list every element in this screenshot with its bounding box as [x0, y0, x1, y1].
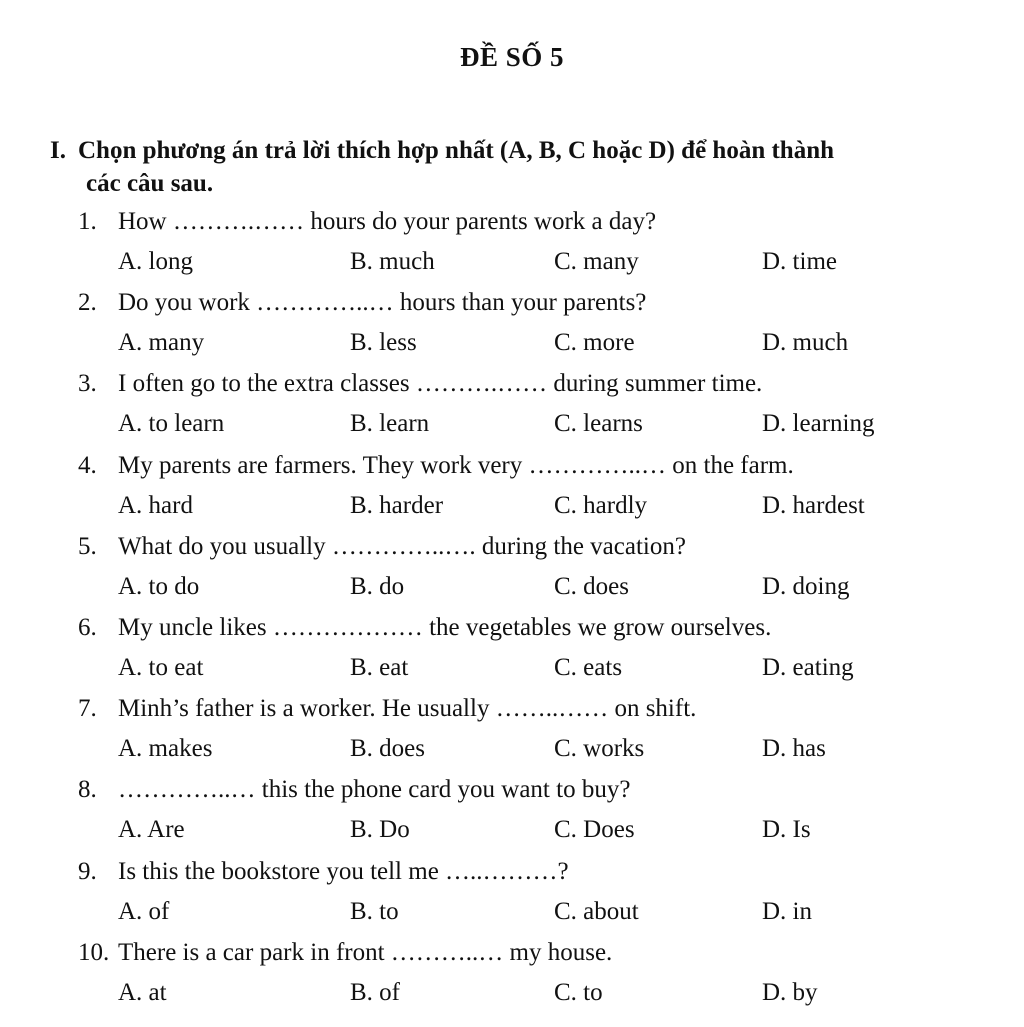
question-number: 3. — [78, 370, 97, 398]
option-a: A. many — [118, 329, 205, 357]
question-stem: My uncle likes ……………… the vegetables we grow ourselves. — [118, 613, 772, 641]
option-b: B. Do — [350, 816, 410, 844]
option-d: D. learning — [762, 410, 875, 438]
question-stem: Minh’s father is a worker. He usually ……..…… on shift. — [118, 695, 697, 723]
question-number: 8. — [78, 776, 97, 804]
option-d: D. Is — [762, 816, 811, 844]
option-d: D. doing — [762, 572, 850, 600]
option-b: B. does — [350, 735, 425, 763]
option-c: C. about — [554, 897, 639, 925]
option-a: A. long — [118, 248, 193, 275]
question-number: 2. — [78, 289, 97, 317]
question-item — [0, 452, 1024, 533]
option-d: D. time — [762, 248, 837, 275]
question-number: 7. — [78, 695, 97, 723]
option-c: C. many — [554, 248, 639, 275]
question-stem: There is a car park in front ………..… my house. — [118, 938, 613, 966]
question-stem: What do you usually …………..…. during the vacation? — [118, 532, 686, 560]
option-a: A. to do — [118, 572, 200, 600]
question-item — [0, 370, 1024, 451]
question-stem: Is this the bookstore you tell me …..………? — [118, 857, 569, 885]
question-number: 1. — [78, 208, 97, 235]
option-d: D. hardest — [762, 491, 865, 519]
option-a: A. of — [118, 897, 170, 925]
question-stem: …………..… this the phone card you want to buy? — [118, 776, 631, 804]
question-stem: I often go to the extra classes ……….…… during summer time. — [118, 370, 763, 398]
question-number: 9. — [78, 857, 97, 885]
question-item — [0, 289, 1024, 370]
option-a: A. to learn — [118, 410, 225, 438]
question-list — [0, 208, 1024, 1020]
option-c: C. eats — [554, 653, 623, 681]
option-a: A. Are — [118, 816, 185, 844]
instruction-line-2: các câu sau. — [86, 170, 214, 197]
option-c: C. does — [554, 572, 629, 600]
question-item — [0, 533, 1024, 614]
option-b: B. harder — [350, 491, 444, 519]
option-d: D. in — [762, 897, 812, 925]
page-title: ĐỀ SỐ 5 — [459, 42, 565, 72]
option-c: C. Does — [554, 816, 635, 844]
option-b: B. of — [350, 978, 400, 1006]
option-d: D. by — [762, 978, 818, 1006]
option-b: B. eat — [350, 653, 409, 681]
section-number: I. — [50, 137, 66, 164]
question-stem: How ……….…… hours do your parents work a day? — [118, 208, 657, 235]
option-b: B. to — [350, 897, 399, 925]
option-c: C. hardly — [554, 491, 648, 519]
option-a: A. to eat — [118, 653, 204, 681]
question-item — [0, 939, 1024, 1020]
section-instruction — [50, 134, 980, 200]
question-number: 5. — [78, 532, 97, 560]
option-c: C. more — [554, 329, 635, 357]
option-a: A. makes — [118, 735, 213, 763]
option-b: B. much — [350, 248, 435, 275]
question-item — [0, 776, 1024, 857]
question-item — [0, 208, 1024, 289]
question-number: 6. — [78, 613, 97, 641]
question-item — [0, 614, 1024, 695]
option-d: D. has — [762, 735, 826, 763]
instruction-line-1: Chọn phương án trả lời thích hợp nhất (A, B, C hoặc D) để hoàn thành — [78, 137, 835, 164]
option-a: A. hard — [118, 491, 193, 519]
option-c: C. learns — [554, 410, 643, 438]
option-c: C. to — [554, 978, 603, 1006]
option-b: B. learn — [350, 410, 430, 438]
question-item — [0, 858, 1024, 939]
option-d: D. eating — [762, 653, 854, 681]
option-c: C. works — [554, 735, 645, 763]
option-b: B. do — [350, 572, 405, 600]
question-number: 4. — [78, 451, 97, 479]
question-stem: Do you work …………..… hours than your parents? — [118, 289, 647, 317]
option-b: B. less — [350, 329, 417, 357]
question-item — [0, 695, 1024, 776]
question-stem: My parents are farmers. They work very …………..… on the farm. — [118, 451, 794, 479]
question-number: 10. — [78, 938, 110, 966]
option-a: A. at — [118, 978, 167, 1006]
option-d: D. much — [762, 329, 849, 357]
